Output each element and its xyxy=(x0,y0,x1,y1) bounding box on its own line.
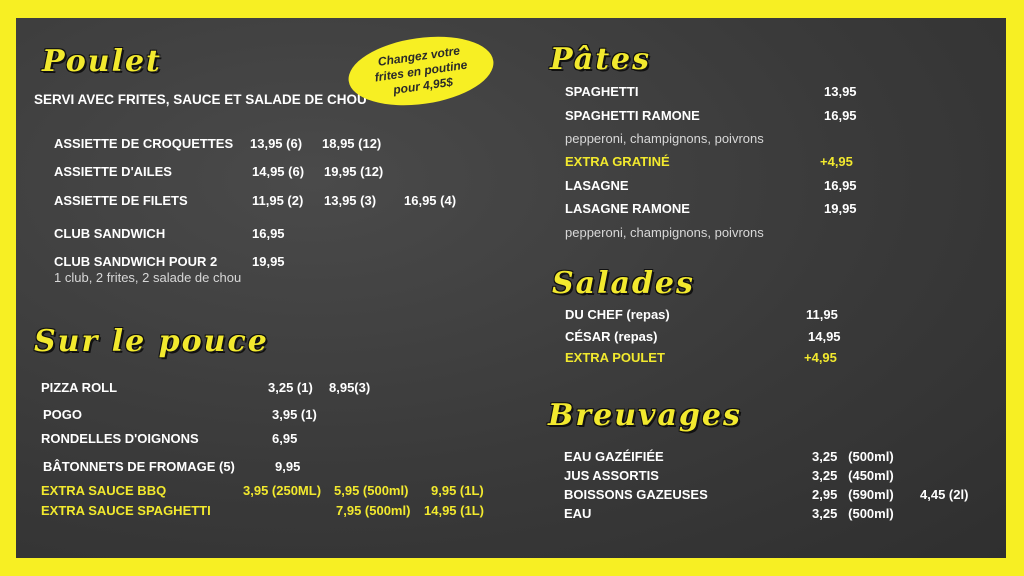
menu-item-price: 9,95 xyxy=(275,459,301,474)
menu-item-price: 8,95(3) xyxy=(329,380,371,395)
promo-badge xyxy=(344,28,498,114)
menu-item-price: 19,95 (12) xyxy=(324,164,384,179)
menu-item-price: 3,25 (1) xyxy=(268,380,313,395)
extra-item-name: EXTRA GRATINÉ xyxy=(565,154,670,169)
extra-item-name: EXTRA SAUCE SPAGHETTI xyxy=(41,503,211,518)
extra-item-price: 14,95 (1L) xyxy=(424,503,484,518)
menu-item-name: CLUB SANDWICH xyxy=(54,226,166,241)
menu-item-price: 2,95 (590ml) xyxy=(812,487,894,502)
menu-item-price: 16,95 xyxy=(824,108,857,123)
extra-item-price: 7,95 (500ml) xyxy=(336,503,411,518)
menu-item-name: LASAGNE xyxy=(565,178,629,193)
extra-item-price: 3,95 (250ML) xyxy=(243,483,322,498)
menu-item-name: DU CHEF (repas) xyxy=(565,307,670,322)
menu-item-price: 13,95 xyxy=(824,84,857,99)
extra-item-name: EXTRA POULET xyxy=(565,350,665,365)
menu-item-price: 19,95 xyxy=(824,201,857,216)
extra-item-price: 5,95 (500ml) xyxy=(334,483,409,498)
menu-item-name: RONDELLES D'OIGNONS xyxy=(41,431,199,446)
promo-text: Changez votre frites en poutine pour 4,95$ xyxy=(373,42,469,97)
section-title-poulet: Poulet xyxy=(42,44,162,79)
extra-item-price: +4,95 xyxy=(820,154,853,169)
section-title-breuvages: Breuvages xyxy=(548,398,742,433)
menu-item-price: 3,95 (1) xyxy=(272,407,317,422)
menu-item-price: 13,95 (3) xyxy=(324,193,377,208)
menu-item-name: ASSIETTE DE FILETS xyxy=(54,193,188,208)
menu-item-note: pepperoni, champignons, poivrons xyxy=(565,225,764,240)
menu-item-name: EAU GAZÉIFIÉE xyxy=(564,449,664,464)
menu-item-price: 3,25 (450ml) xyxy=(812,468,894,483)
menu-item-price: 16,95 xyxy=(252,226,285,241)
extra-item-name: EXTRA SAUCE BBQ xyxy=(41,483,167,498)
menu-item-note: pepperoni, champignons, poivrons xyxy=(565,131,764,146)
menu-item-price: 6,95 xyxy=(272,431,298,446)
menu-item-name: SPAGHETTI xyxy=(565,84,639,99)
menu-item-price: 3,25 (500ml) xyxy=(812,449,894,464)
menu-item-name: EAU xyxy=(564,506,592,521)
section-title-sur-le-pouce: Sur le pouce xyxy=(34,324,269,359)
menu-item-price: 3,25 (500ml) xyxy=(812,506,894,521)
menu-item-price: 11,95 (2) xyxy=(252,193,304,208)
menu-item-name: JUS ASSORTIS xyxy=(564,468,659,483)
menu-item-price: 14,95 (6) xyxy=(252,164,305,179)
menu-board xyxy=(16,18,1006,558)
menu-item-price: 16,95 xyxy=(824,178,857,193)
extra-item-price: 9,95 (1L) xyxy=(431,483,484,498)
menu-item-name: PIZZA ROLL xyxy=(41,380,118,395)
menu-item-name: BOISSONS GAZEUSES xyxy=(564,487,708,502)
menu-item-price: 11,95 xyxy=(806,307,838,322)
menu-item-price: 14,95 xyxy=(808,329,841,344)
menu-item-price: 13,95 (6) xyxy=(250,136,303,151)
menu-item-name: BÂTONNETS DE FROMAGE (5) xyxy=(43,459,235,474)
menu-item-name: SPAGHETTI RAMONE xyxy=(565,108,700,123)
menu-item-name: ASSIETTE D'AILES xyxy=(54,164,172,179)
menu-item-name: CLUB SANDWICH POUR 2 xyxy=(54,254,218,269)
menu-item-note: 1 club, 2 frites, 2 salade de chou xyxy=(54,270,242,285)
menu-item-name: POGO xyxy=(43,407,83,422)
menu-item-price: 4,45 (2l) xyxy=(920,487,969,502)
extra-item-price: +4,95 xyxy=(804,350,837,365)
section-title-salades: Salades xyxy=(552,266,695,301)
menu-item-price: 16,95 (4) xyxy=(404,193,457,208)
menu-item-name: ASSIETTE DE CROQUETTES xyxy=(54,136,234,151)
menu-item-name: LASAGNE RAMONE xyxy=(565,201,690,216)
menu-item-price: 19,95 xyxy=(252,254,285,269)
poulet-subtitle: SERVI AVEC FRITES, SAUCE ET SALADE DE CHOU xyxy=(34,92,367,107)
menu-item-price: 18,95 (12) xyxy=(322,136,382,151)
section-title-pates: Pâtes xyxy=(550,42,652,77)
menu-item-name: CÉSAR (repas) xyxy=(565,329,658,344)
